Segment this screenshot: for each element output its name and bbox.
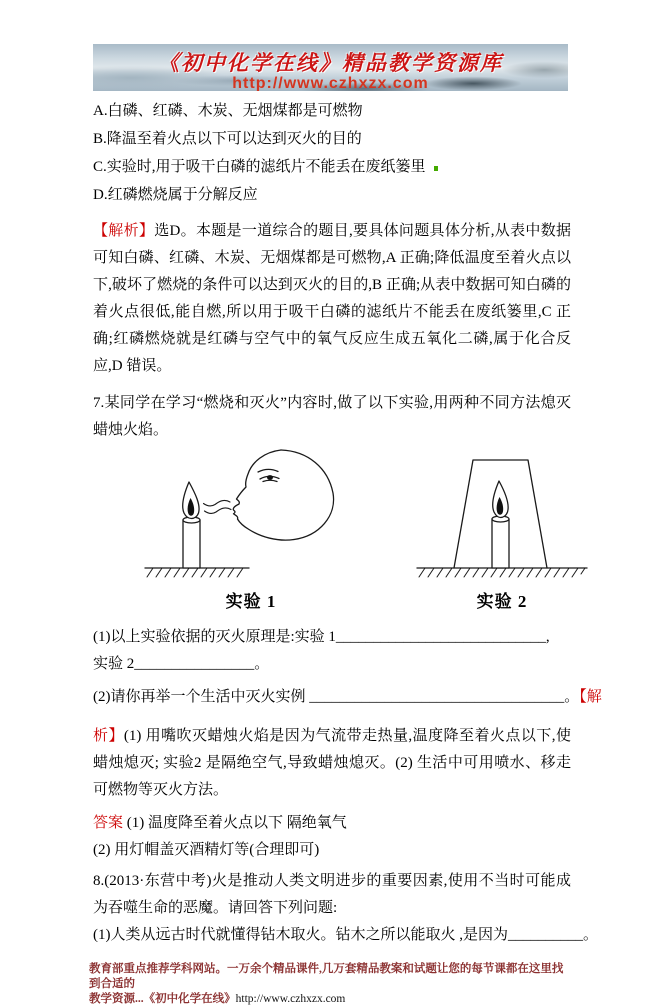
banner-url: http://www.czhxzx.com	[232, 75, 429, 91]
ground-hatch	[147, 568, 243, 577]
experiment2-block	[413, 446, 591, 612]
question8-part1: (1)人类从远古时代就懂得钻木取火。钻木之所以能取火 ,是因为__________。	[93, 927, 598, 943]
experiment1-diagram	[131, 446, 371, 586]
option-a: A.白磷、红磷、木炭、无烟煤都是可燃物	[93, 103, 363, 119]
question8-stem: 8.(2013·东营中考)火是推动人类文明进步的重要因素,使用不当时可能成为吞噬生命的恶魔。请回答下列问题:	[93, 873, 571, 916]
blow-wave-1	[204, 500, 231, 506]
answer-line1	[93, 810, 571, 837]
ground-hatch	[419, 568, 585, 577]
option-d: D.红磷燃烧属于分解反应	[93, 187, 258, 203]
experiment2-diagram	[413, 446, 591, 586]
footer-line2-prefix: 教学资源...《初中化学在线》	[89, 993, 236, 1005]
analysis-label: 【解析】	[93, 223, 155, 239]
face-profile	[233, 450, 294, 540]
answer-label: 答案	[93, 815, 124, 831]
answer-line2: (2) 用灯帽盖灭酒精灯等(合理即可)	[93, 842, 320, 858]
analysis-q7-text: (1) 用嘴吹灭蜡烛火焰是因为气流带走热量,温度降至着火点以下,使蜡烛熄灭; 实验2 是隔绝空气,导致蜡烛熄灭。(2) 生活中可用喷水、移走可燃物等灭火方法。	[93, 728, 571, 798]
option-b: B.降温至着火点以下可以达到灭火的目的	[93, 131, 362, 147]
eyebrow	[258, 469, 278, 472]
analysis-q6	[93, 218, 571, 380]
page-footer	[89, 962, 571, 1007]
analysis-open-label: 【解	[579, 689, 602, 705]
analysis-close-label: 析】	[93, 728, 124, 744]
head-outline	[281, 450, 334, 540]
green-dot-mark	[434, 166, 438, 171]
experiment1-label: 实验 1	[225, 592, 277, 611]
analysis-q6-text: 选D。本题是一道综合的题目,要具体问题具体分析,从表中数据可知白磷、红磷、木炭、无烟煤都是可燃物,A 正确;降低温度至着火点以下,破坏了燃烧的条件可以达到灭火的目的,B 正确;从表中数据可知白磷的着火点很低,能自燃,所以用于吸干白磷的滤纸片不能丢在废纸篓里,C 正确;红磷燃烧就是红磷与空气中的氧气反应生成五氧化二磷,属于化合反应,D 错误。	[93, 223, 571, 374]
q7-blank1b-line: 实验 2________________。	[93, 656, 270, 672]
option-c-text: C.实验时,用于吸干白磷的滤纸片不能丢在废纸篓里	[93, 159, 426, 175]
eye-lower	[263, 480, 277, 481]
footer-url: http://www.czhxzx.com	[235, 993, 346, 1005]
experiment2-label: 实验 2	[476, 592, 528, 611]
q7-blank1-line: (1)以上实验依据的灭火原理是:实验 1____________________________,	[93, 629, 550, 645]
blow-wave-2	[205, 508, 232, 514]
q7-blank2-line	[93, 684, 602, 711]
experiment-figure	[93, 454, 571, 612]
experiment1-block	[131, 446, 371, 612]
site-banner	[93, 44, 568, 91]
option-c	[93, 154, 571, 181]
eye-pupil	[267, 475, 273, 480]
answer-line1-text: (1) 温度降至着火点以下 隔绝氧气	[126, 815, 347, 831]
candle-body	[183, 520, 200, 568]
candle-body	[492, 519, 509, 568]
banner-title: 《初中化学在线》精品教学资源库	[158, 51, 503, 75]
q7-blank2-text: (2)请你再举一个生活中灭火实例 __________________________________。	[93, 689, 580, 705]
footer-line1: 教育部重点推荐学科网站。一万余个精品课件,几万套精品教案和试题让您的每节课都在这里找到合适的	[89, 963, 564, 990]
question7-stem: 7.某同学在学习“燃烧和灭火”内容时,做了以下实验,用两种不同方法熄灭蜡烛火焰。	[93, 395, 571, 438]
analysis-q7	[93, 723, 571, 804]
footer-line2	[89, 992, 571, 1007]
